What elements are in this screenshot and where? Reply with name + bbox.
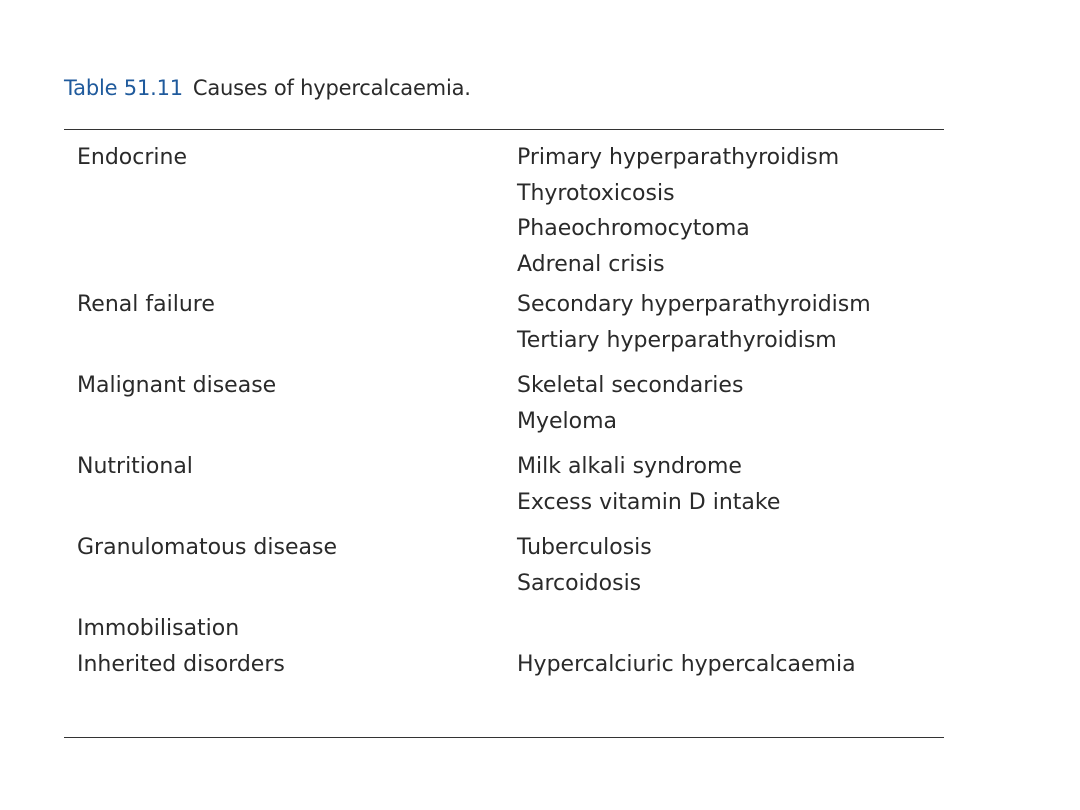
cause-item: Milk alkali syndrome bbox=[517, 454, 742, 479]
category-cell: Granulomatous disease bbox=[77, 535, 337, 560]
category-cell: Inherited disorders bbox=[77, 651, 285, 677]
cause-item: Myeloma bbox=[517, 408, 618, 434]
causes-cell bbox=[517, 449, 937, 520]
cause-item: Hypercalciuric hypercalcaemia bbox=[517, 651, 856, 677]
category-cell: Renal failure bbox=[77, 292, 215, 317]
cause-item: Primary hyperparathyroidism bbox=[517, 145, 840, 170]
cause-item: Skeletal secondaries bbox=[517, 373, 744, 398]
category-cell: Endocrine bbox=[77, 145, 187, 170]
table-row bbox=[77, 287, 937, 358]
cause-item: Excess vitamin D intake bbox=[517, 489, 781, 515]
cause-item: Tertiary hyperparathyroidism bbox=[517, 327, 837, 353]
table-row bbox=[77, 647, 937, 683]
table-number: Table 51.11 bbox=[64, 76, 183, 100]
table-top-rule bbox=[64, 129, 944, 130]
causes-cell bbox=[517, 287, 937, 358]
cause-item: Secondary hyperparathyroidism bbox=[517, 292, 871, 317]
table-row bbox=[77, 611, 937, 647]
cause-item: Tuberculosis bbox=[517, 535, 652, 560]
causes-cell bbox=[517, 530, 937, 601]
causes-cell bbox=[517, 611, 937, 647]
table-title: Causes of hypercalcaemia. bbox=[192, 76, 471, 100]
causes-cell bbox=[517, 647, 937, 683]
table-row bbox=[77, 368, 937, 439]
causes-table bbox=[77, 140, 937, 682]
table-caption bbox=[64, 76, 471, 100]
cause-item: Thyrotoxicosis bbox=[517, 180, 675, 206]
table-row bbox=[77, 140, 937, 282]
table-row bbox=[77, 449, 937, 520]
category-cell: Nutritional bbox=[77, 454, 193, 479]
cause-item: Phaeochromocytoma bbox=[517, 216, 750, 241]
cause-item: Adrenal crisis bbox=[517, 251, 665, 277]
table-row bbox=[77, 530, 937, 601]
category-cell: Immobilisation bbox=[77, 616, 240, 641]
causes-cell bbox=[517, 140, 937, 282]
category-cell: Malignant disease bbox=[77, 373, 277, 398]
causes-cell bbox=[517, 368, 937, 439]
cause-item: Sarcoidosis bbox=[517, 570, 642, 596]
table-bottom-rule bbox=[64, 737, 944, 738]
